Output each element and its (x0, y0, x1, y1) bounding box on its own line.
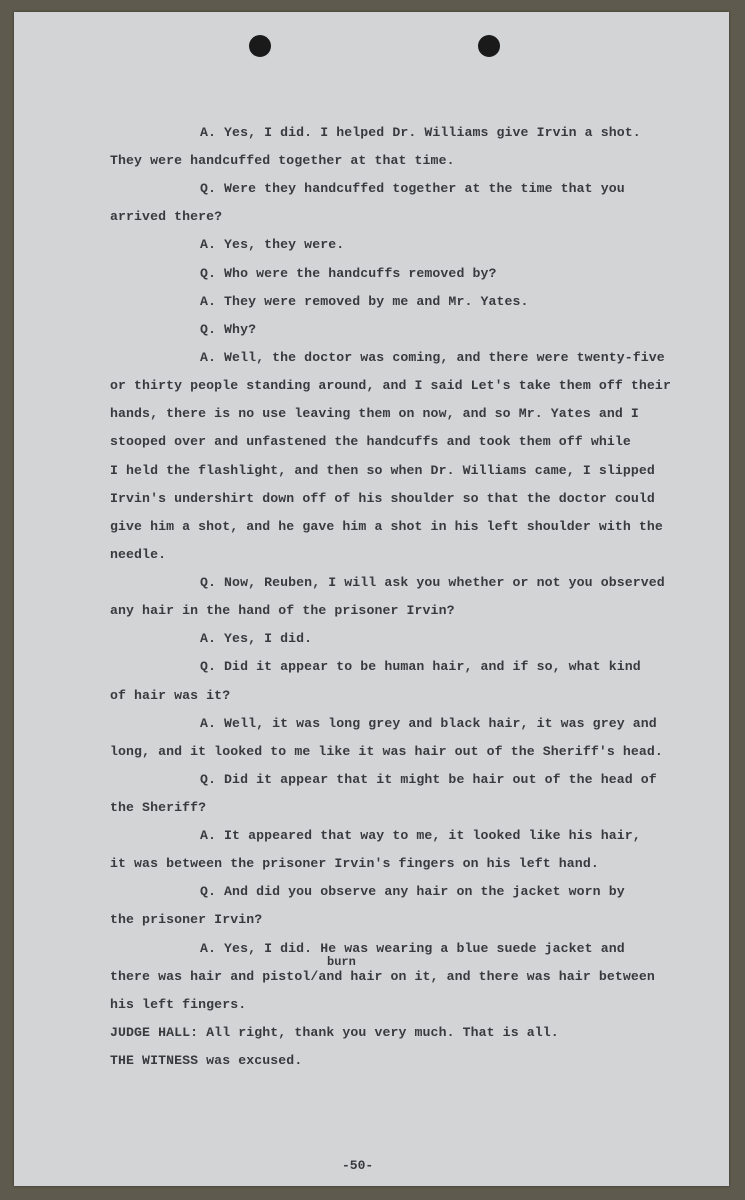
transcript-line: JUDGE HALL: All right, thank you very much. That is all. (110, 1025, 559, 1040)
transcript-line: arrived there? (110, 209, 223, 224)
transcript-line: Irvin's undershirt down off of his shoulder so that the doctor could (110, 491, 655, 506)
transcript-line: stooped over and unfastened the handcuffs and took them off while (110, 434, 631, 449)
transcript-line: A. Well, the doctor was coming, and there were twenty-five (200, 350, 665, 365)
transcript-line: A. Yes, I did. He was wearing a blue suede jacket and (200, 941, 625, 956)
transcript-line: of hair was it? (110, 688, 231, 703)
handwritten-interlineation: burn (327, 955, 356, 969)
transcript-line: the prisoner Irvin? (110, 912, 263, 927)
transcript-line: it was between the prisoner Irvin's fingers on his left hand. (110, 856, 599, 871)
transcript-line: Q. Did it appear that it might be hair out of the head of (200, 772, 657, 787)
transcript-line: A. Yes, they were. (200, 237, 345, 252)
transcript-line: Q. Who were the handcuffs removed by? (200, 266, 497, 281)
punch-hole-right (478, 35, 500, 57)
transcript-line: Q. Were they handcuffed together at the time that you (200, 181, 625, 196)
punch-hole-left (249, 35, 271, 57)
transcript-line: give him a shot, and he gave him a shot in his left shoulder with the (110, 519, 663, 534)
transcript-line: hands, there is no use leaving them on now, and so Mr. Yates and I (110, 406, 639, 421)
page-number: -50- (342, 1158, 374, 1173)
transcript-line: A. Yes, I did. I helped Dr. Williams give Irvin a shot. (200, 125, 641, 140)
transcript-line: or thirty people standing around, and I said Let's take them off their (110, 378, 671, 393)
transcript-line: there was hair and pistol/and hair on it, and there was hair between (110, 969, 655, 984)
transcript-line: needle. (110, 547, 167, 562)
transcript-line: Q. Now, Reuben, I will ask you whether or not you observed (200, 575, 665, 590)
transcript-line: long, and it looked to me like it was hair out of the Sheriff's head. (110, 744, 663, 759)
document-page (14, 12, 729, 1186)
transcript-line: A. It appeared that way to me, it looked like his hair, (200, 828, 641, 843)
transcript-line: A. Yes, I did. (200, 631, 313, 646)
transcript-line: They were handcuffed together at that time. (110, 153, 455, 168)
transcript-line: Q. Why? (200, 322, 257, 337)
transcript-line: Q. And did you observe any hair on the jacket worn by (200, 884, 625, 899)
transcript-line: any hair in the hand of the prisoner Irvin? (110, 603, 455, 618)
transcript-line: THE WITNESS was excused. (110, 1053, 303, 1068)
transcript-line: A. Well, it was long grey and black hair, it was grey and (200, 716, 657, 731)
transcript-line: Q. Did it appear to be human hair, and if so, what kind (200, 659, 641, 674)
transcript-line: I held the flashlight, and then so when Dr. Williams came, I slipped (110, 463, 655, 478)
transcript-line: the Sheriff? (110, 800, 207, 815)
transcript-line: his left fingers. (110, 997, 247, 1012)
transcript-line: A. They were removed by me and Mr. Yates. (200, 294, 529, 309)
